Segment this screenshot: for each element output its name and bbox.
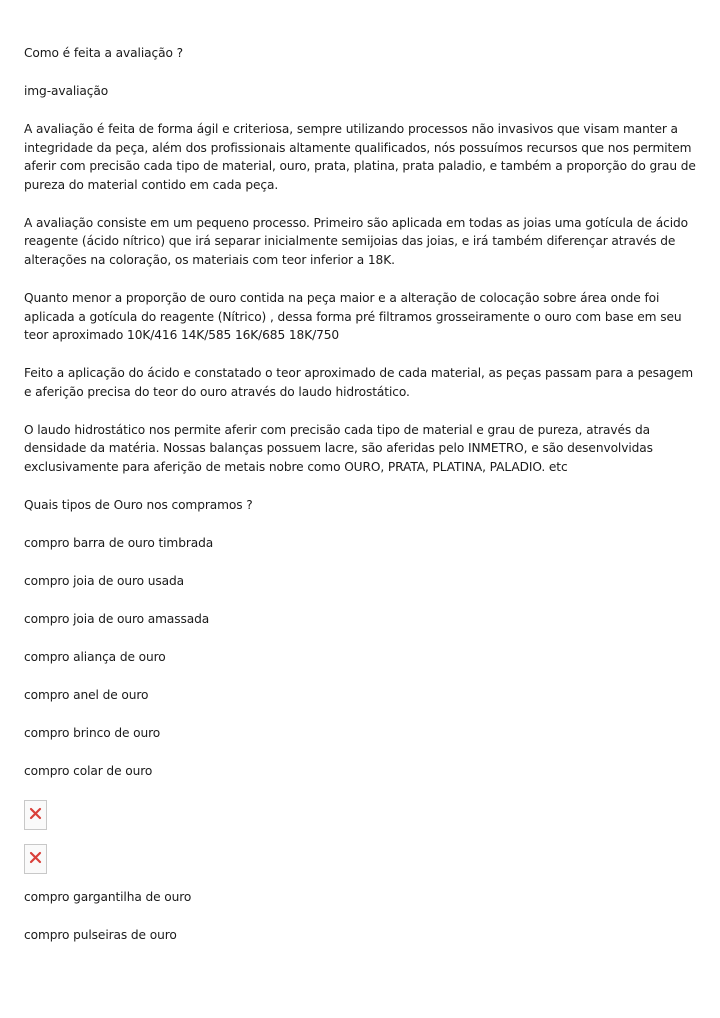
list-item: compro anel de ouro bbox=[24, 687, 149, 702]
section-heading: Como é feita a avaliação ? bbox=[24, 46, 183, 60]
document-body bbox=[24, 44, 700, 964]
list-item: compro joia de ouro usada bbox=[24, 573, 185, 588]
paragraph-1: A avaliação é feita de forma ágil e criteriosa, sempre utilizando processos não invasivos que visam manter a integridade da peça, além dos profissionais altamente qualificados, nós possuímos recursos que nos permitem aferir com precisão cada tipo de material, ouro, prata, platina, prata paladio, e também a proporção do grau de pureza do material contido em cada peça. bbox=[24, 121, 696, 192]
paragraph-3: Quanto menor a proporção de ouro contida na peça maior e a alteração de colocação sobre área onde foi aplicada a gotícula do reagente (Nítrico) , dessa forma pré filtramos grosseiramente o ouro com base em seu teor aproximado 10K/416 14K/585 16K/685 18K/750 bbox=[24, 290, 682, 343]
list-item: compro barra de ouro timbrada bbox=[24, 535, 214, 550]
list-item: compro gargantilha de ouro bbox=[24, 889, 192, 904]
gold-types-heading: Quais tipos de Ouro nos compramos ? bbox=[24, 497, 253, 512]
broken-image-icon bbox=[24, 844, 47, 874]
broken-image-x-icon bbox=[29, 851, 42, 864]
list-item: compro pulseiras de ouro bbox=[24, 927, 177, 942]
list-item: compro joia de ouro amassada bbox=[24, 611, 210, 626]
paragraph-5: O laudo hidrostático nos permite aferir com precisão cada tipo de material e grau de pureza, através da densidade da matéria. Nossas balanças possuem lacre, são aferidas pelo INMETRO, e são desenvolvidas exclusivamente para aferição de metais nobre como OURO, PRATA, PLATINA, PALADIO. etc bbox=[24, 422, 653, 474]
image-alt-text: img-avaliação bbox=[24, 83, 109, 98]
paragraph-4: Feito a aplicação do ácido e constatado o teor aproximado de cada material, as peças passam para a pesagem e aferição precisa do teor do ouro através do laudo hidrostático. bbox=[24, 366, 694, 399]
list-item: compro brinco de ouro bbox=[24, 725, 161, 740]
list-item: compro aliança de ouro bbox=[24, 649, 166, 664]
paragraph-2: A avaliação consiste em um pequeno processo. Primeiro são aplicada em todas as joias uma gotícula de ácido reagente (ácido nítrico) que irá separar inicialmente semijoias das joias, e irá também diferençar através de alterações na coloração, os materiais com teor inferior a 18K. bbox=[24, 215, 688, 267]
broken-image-x-icon bbox=[29, 807, 42, 820]
broken-image-icon bbox=[24, 800, 47, 830]
list-item: compro colar de ouro bbox=[24, 763, 153, 778]
